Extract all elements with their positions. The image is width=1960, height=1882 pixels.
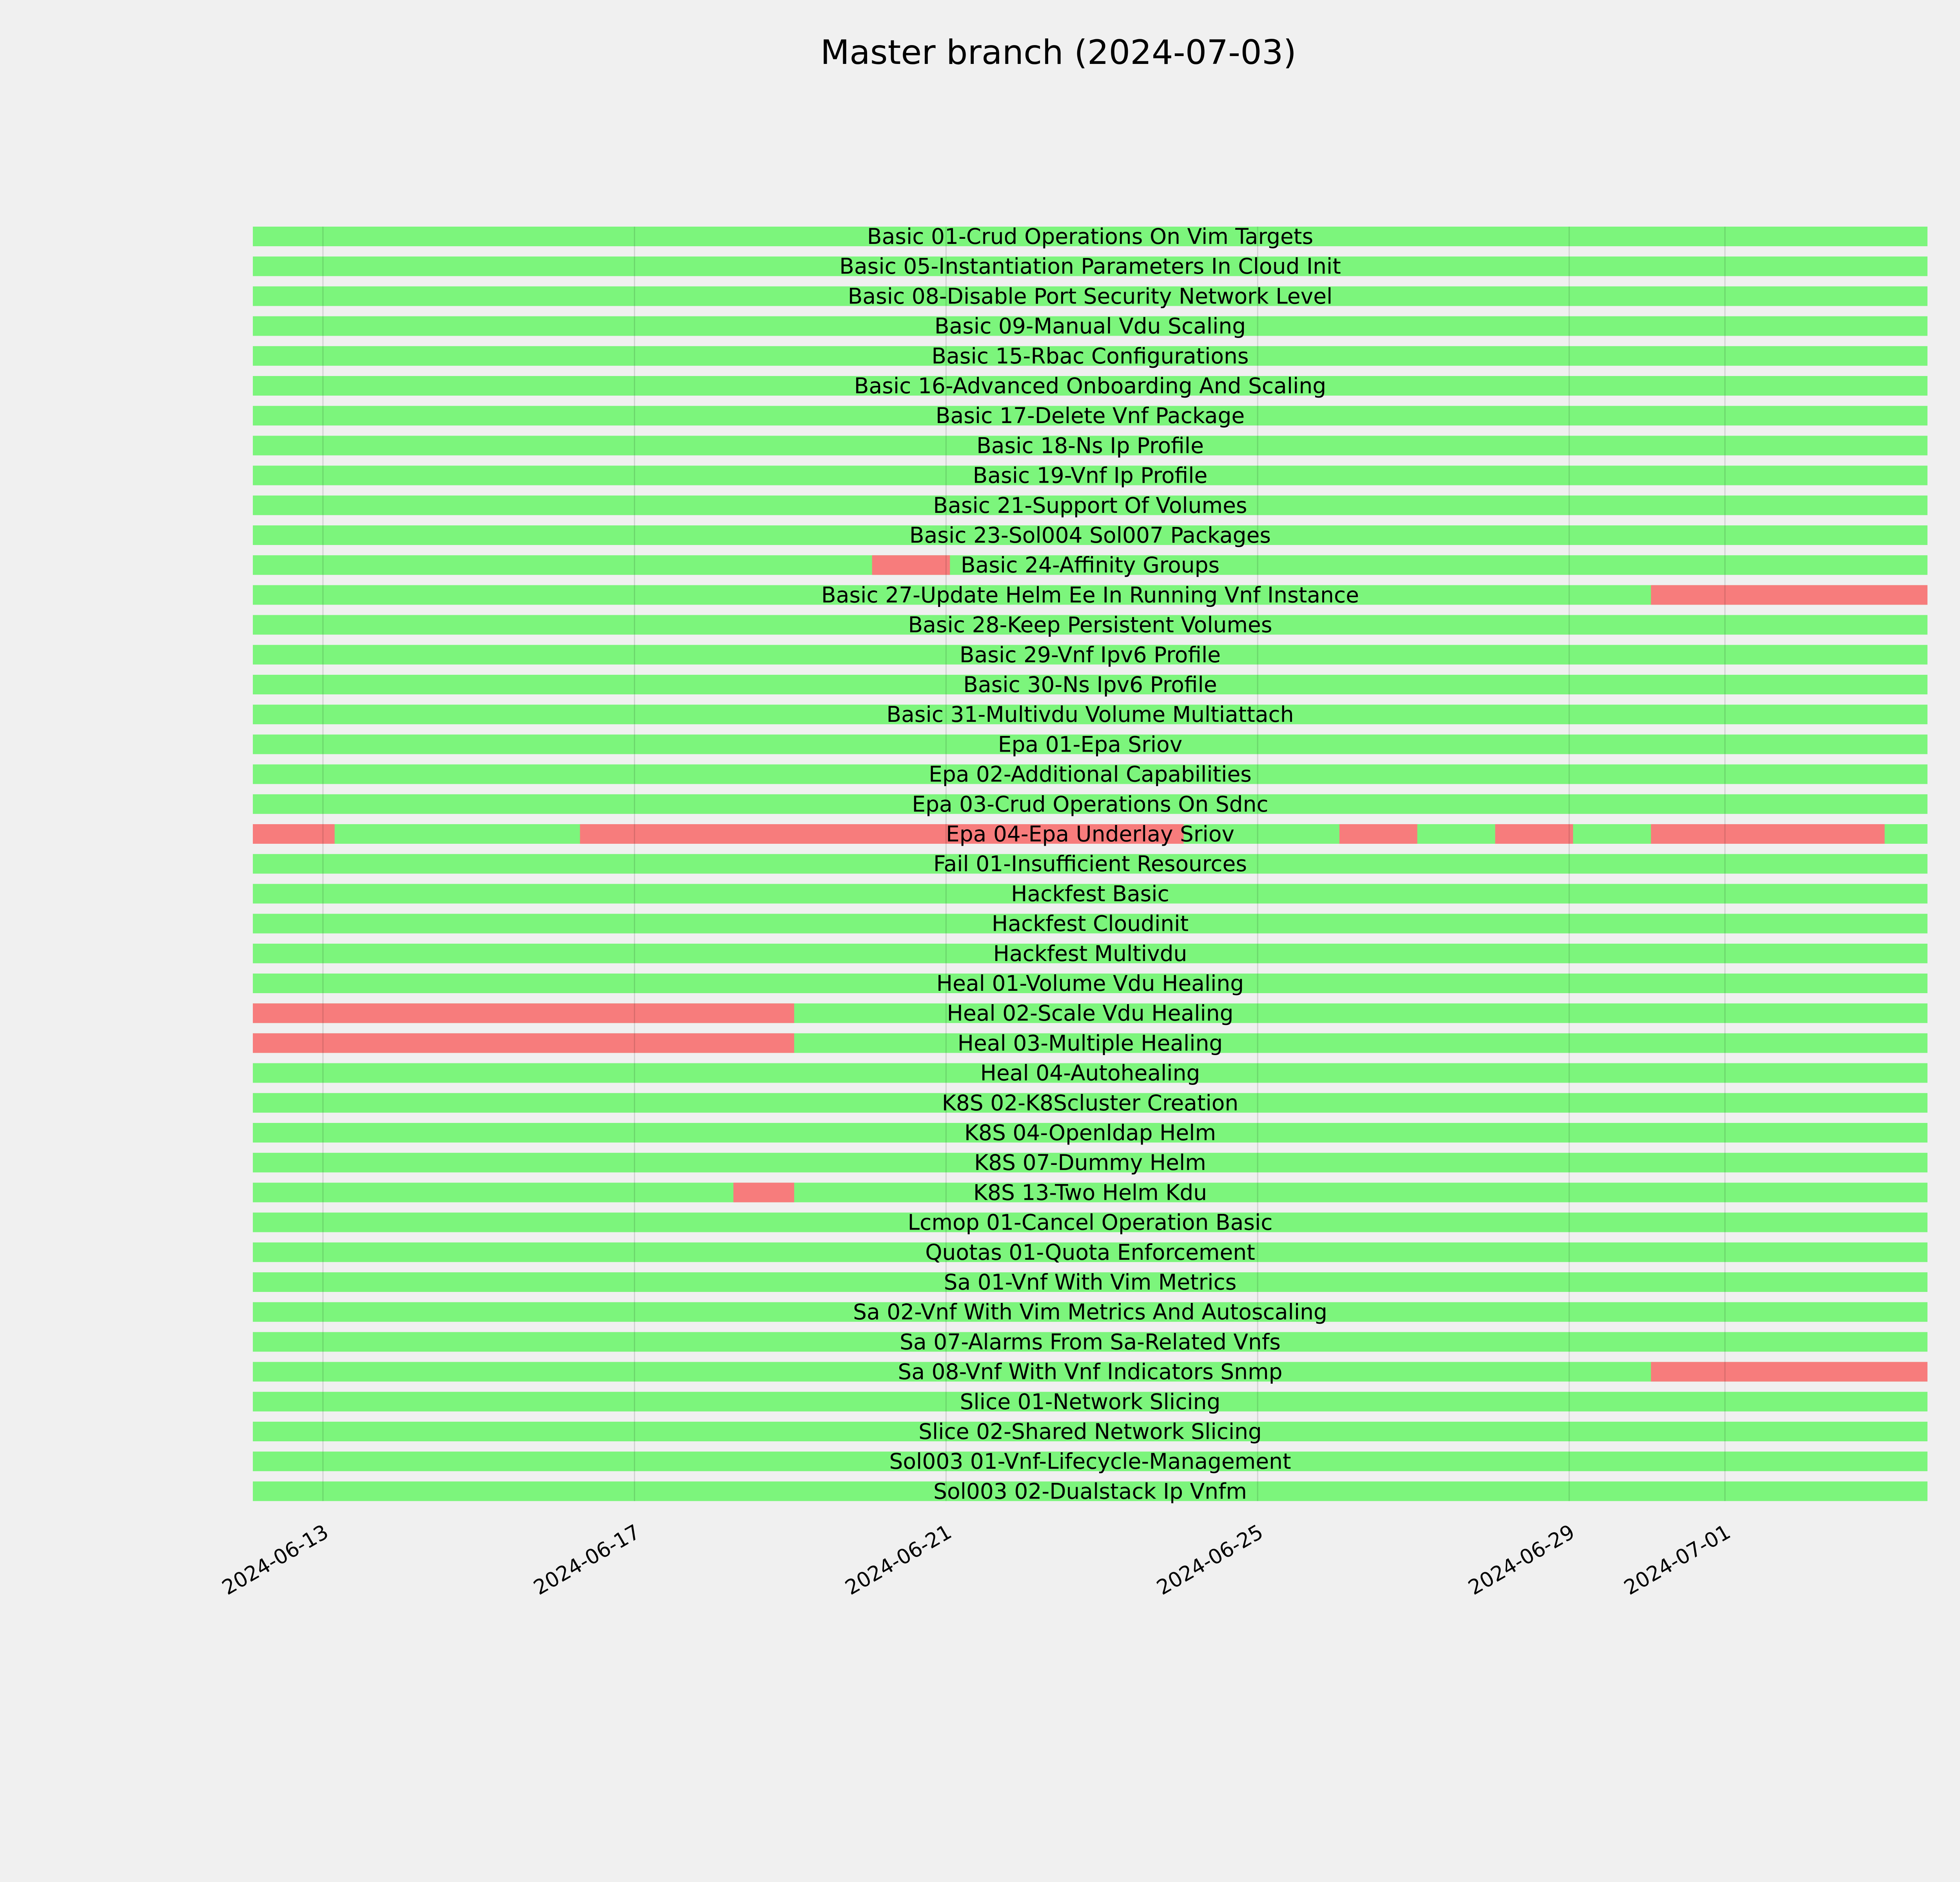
row-label: Basic 23-Sol004 Sol007 Packages	[909, 523, 1271, 548]
row-label: K8S 04-Openldap Helm	[964, 1120, 1216, 1145]
fail-segment	[1495, 824, 1573, 844]
row-label: Hackfest Basic	[1011, 881, 1169, 906]
x-tick-label: 2024-06-21	[841, 1520, 956, 1600]
row-label: Basic 21-Support Of Volumes	[933, 492, 1247, 518]
fail-segment	[253, 1033, 794, 1053]
row-label: Basic 29-Vnf Ipv6 Profile	[959, 642, 1221, 667]
x-ticks-layer	[218, 1520, 1735, 1600]
chart-title: Master branch (2024-07-03)	[820, 33, 1297, 72]
row-label: Heal 03-Multiple Healing	[957, 1030, 1223, 1056]
row-label: Basic 05-Instantiation Parameters In Cloud Init	[839, 254, 1341, 279]
row-label: Basic 08-Disable Port Security Network Level	[848, 283, 1333, 309]
row-label: Heal 01-Volume Vdu Healing	[936, 971, 1244, 996]
row-label: Epa 04-Epa Underlay Sriov	[946, 821, 1235, 847]
fail-segment	[1651, 585, 1927, 605]
row-label: Heal 04-Autohealing	[980, 1060, 1200, 1086]
x-tick-label: 2024-06-25	[1152, 1520, 1267, 1600]
row-label: Fail 01-Insufficient Resources	[933, 851, 1247, 877]
row-label: Sa 02-Vnf With Vim Metrics And Autoscaling	[853, 1299, 1327, 1325]
row-label: K8S 07-Dummy Helm	[974, 1150, 1206, 1175]
row-label: K8S 02-K8Scluster Creation	[942, 1090, 1239, 1115]
row-label: Basic 16-Advanced Onboarding And Scaling	[854, 373, 1327, 398]
fail-segment	[1339, 824, 1417, 844]
row-label: Hackfest Cloudinit	[991, 911, 1189, 936]
row-label: Basic 28-Keep Persistent Volumes	[908, 612, 1272, 638]
row-label: Basic 18-Ns Ip Profile	[976, 433, 1204, 458]
row-label: Epa 02-Additional Capabilities	[929, 761, 1252, 787]
row-label: Basic 30-Ns Ipv6 Profile	[963, 672, 1217, 697]
row-label: Epa 01-Epa Sriov	[998, 732, 1183, 757]
row-label: Sol003 01-Vnf-Lifecycle-Management	[889, 1449, 1291, 1474]
row-label: Sa 07-Alarms From Sa-Related Vnfs	[900, 1329, 1281, 1355]
x-tick-label: 2024-07-01	[1620, 1520, 1735, 1600]
row-label: Lcmop 01-Cancel Operation Basic	[907, 1210, 1273, 1235]
fail-segment	[733, 1183, 794, 1202]
x-tick-label: 2024-06-29	[1464, 1520, 1579, 1600]
fail-segment	[1651, 824, 1885, 844]
row-label: Basic 31-Multivdu Volume Multiattach	[886, 702, 1294, 727]
row-label: Basic 15-Rbac Configurations	[931, 343, 1249, 369]
row-label: K8S 13-Two Helm Kdu	[973, 1180, 1207, 1205]
x-tick-label: 2024-06-13	[218, 1520, 333, 1600]
row-label: Epa 03-Crud Operations On Sdnc	[912, 791, 1269, 817]
row-label: Quotas 01-Quota Enforcement	[925, 1239, 1255, 1265]
x-tick-label: 2024-06-17	[530, 1520, 644, 1600]
row-label: Slice 02-Shared Network Slicing	[918, 1419, 1262, 1444]
fail-segment	[872, 555, 950, 575]
fail-segment	[1651, 1362, 1927, 1382]
row-label: Basic 17-Delete Vnf Package	[935, 403, 1245, 429]
row-label: Sa 08-Vnf With Vnf Indicators Snmp	[898, 1359, 1283, 1384]
fail-segment	[253, 1003, 794, 1023]
row-label: Basic 01-Crud Operations On Vim Targets	[867, 224, 1314, 249]
row-label: Basic 24-Affinity Groups	[960, 552, 1220, 578]
row-label: Basic 19-Vnf Ip Profile	[973, 463, 1208, 488]
row-label: Basic 09-Manual Vdu Scaling	[934, 313, 1246, 339]
row-label: Basic 27-Update Helm Ee In Running Vnf Instance	[821, 582, 1359, 608]
row-label: Hackfest Multivdu	[993, 941, 1187, 966]
row-label: Sol003 02-Dualstack Ip Vnfm	[933, 1479, 1247, 1504]
row-label: Heal 02-Scale Vdu Healing	[947, 1001, 1234, 1026]
row-label: Sa 01-Vnf With Vim Metrics	[944, 1270, 1237, 1295]
row-label: Slice 01-Network Slicing	[960, 1389, 1221, 1414]
